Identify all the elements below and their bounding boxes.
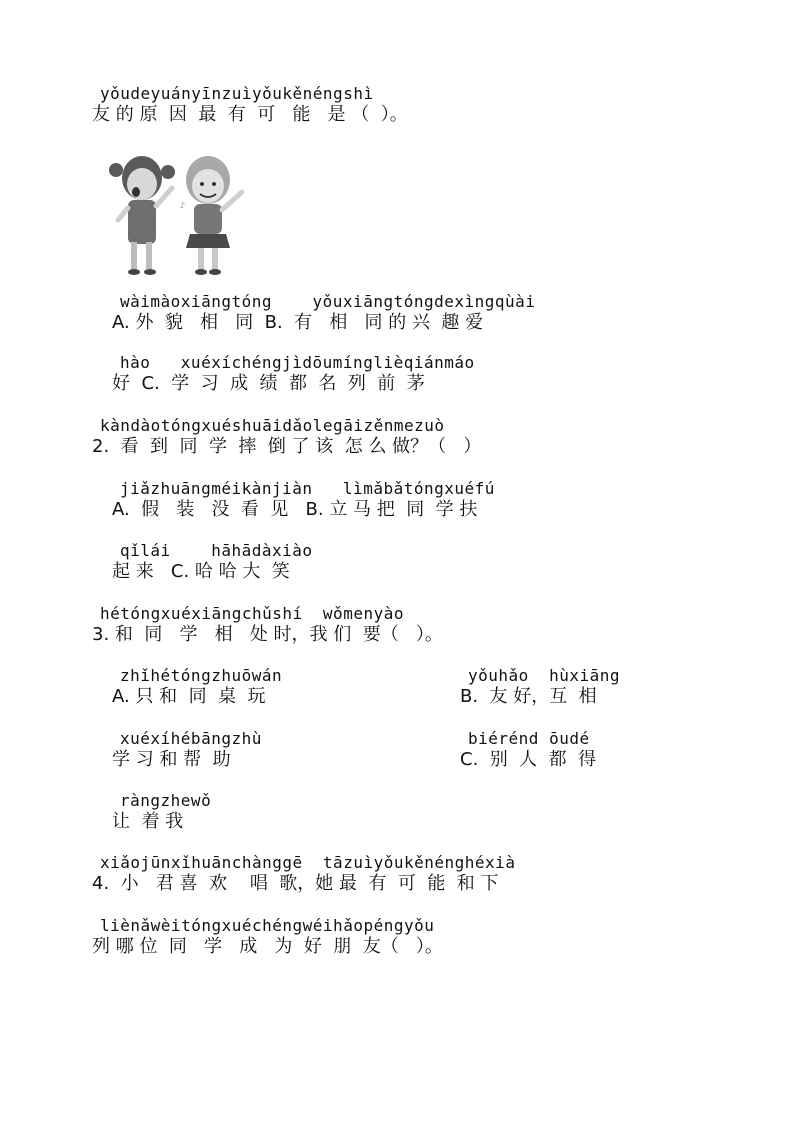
chinese-text-line: 3. 和 同 学 相 处 时，我 们 要（ ）。 (92, 624, 443, 645)
chinese-text-line: 让 着 我 (112, 811, 184, 832)
pinyin-line: ràngzhewǒ (120, 791, 212, 810)
pinyin-line: hétóngxuéxiāngchǔshí wǒmenyào (100, 604, 404, 623)
pinyin-line: zhǐhétóngzhuōwán (120, 666, 283, 685)
pinyin-line: jiǎzhuāngméikànjiàn lìmǎbǎtóngxuéfú (120, 479, 495, 498)
chinese-text-line: 好 C. 学 习 成 绩 都 名 列 前 茅 (112, 373, 425, 394)
left-girl-figure (109, 156, 175, 275)
pinyin-line: biérénd ōudé (468, 729, 590, 748)
chinese-text-line: 列 哪 位 同 学 成 为 好 朋 友（ ）。 (92, 936, 443, 957)
pinyin-line: xiǎojūnxǐhuānchànggē tāzuìyǒukěnénghéxià (100, 853, 516, 872)
chinese-text-line: 友 的 原 因 最 有 可 能 是 （ ）。 (92, 104, 408, 125)
chinese-text-line: C. 别 人 都 得 (460, 749, 597, 770)
chinese-text-line: A. 假 装 没 看 见 B. 立 马 把 同 学 扶 (112, 499, 478, 520)
pinyin-line: kàndàotóngxuéshuāidǎolegāizěnmezuò (100, 416, 445, 435)
pinyin-line: hào xuéxíchéngjìdōumínglièqiánmáo (120, 353, 475, 372)
right-girl-figure (180, 156, 242, 275)
chinese-text-line: A. 外 貌 相 同 B. 有 相 同 的 兴 趣 爱 (112, 312, 484, 333)
svg-text:♪: ♪ (180, 201, 186, 210)
pinyin-line: qǐlái hāhādàxiào (120, 541, 313, 560)
pinyin-line: xuéxíhébāngzhù (120, 729, 262, 748)
chinese-text-line: 学 习 和 帮 助 (112, 749, 231, 770)
pinyin-line: yǒuhǎo hùxiāng (468, 666, 620, 685)
pinyin-line: liènǎwèitóngxuéchéngwéihǎopéngyǒu (100, 916, 435, 935)
two-girls-illustration (100, 148, 260, 280)
pinyin-line: yǒudeyuányīnzuìyǒukěnéngshì (100, 84, 374, 103)
chinese-text-line: 4. 小 君 喜 欢 唱 歌，她 最 有 可 能 和 下 (92, 873, 499, 894)
pinyin-line: wàimàoxiāngtóng yǒuxiāngtóngdexìngqùài (120, 292, 536, 311)
chinese-text-line: A. 只 和 同 桌 玩 (112, 686, 266, 707)
chinese-text-line: B. 友 好，互 相 (460, 686, 597, 707)
chinese-text-line: 2. 看 到 同 学 摔 倒 了 该 怎 么 做？（ ） (92, 436, 482, 457)
chinese-text-line: 起 来 C. 哈 哈 大 笑 (112, 561, 290, 582)
